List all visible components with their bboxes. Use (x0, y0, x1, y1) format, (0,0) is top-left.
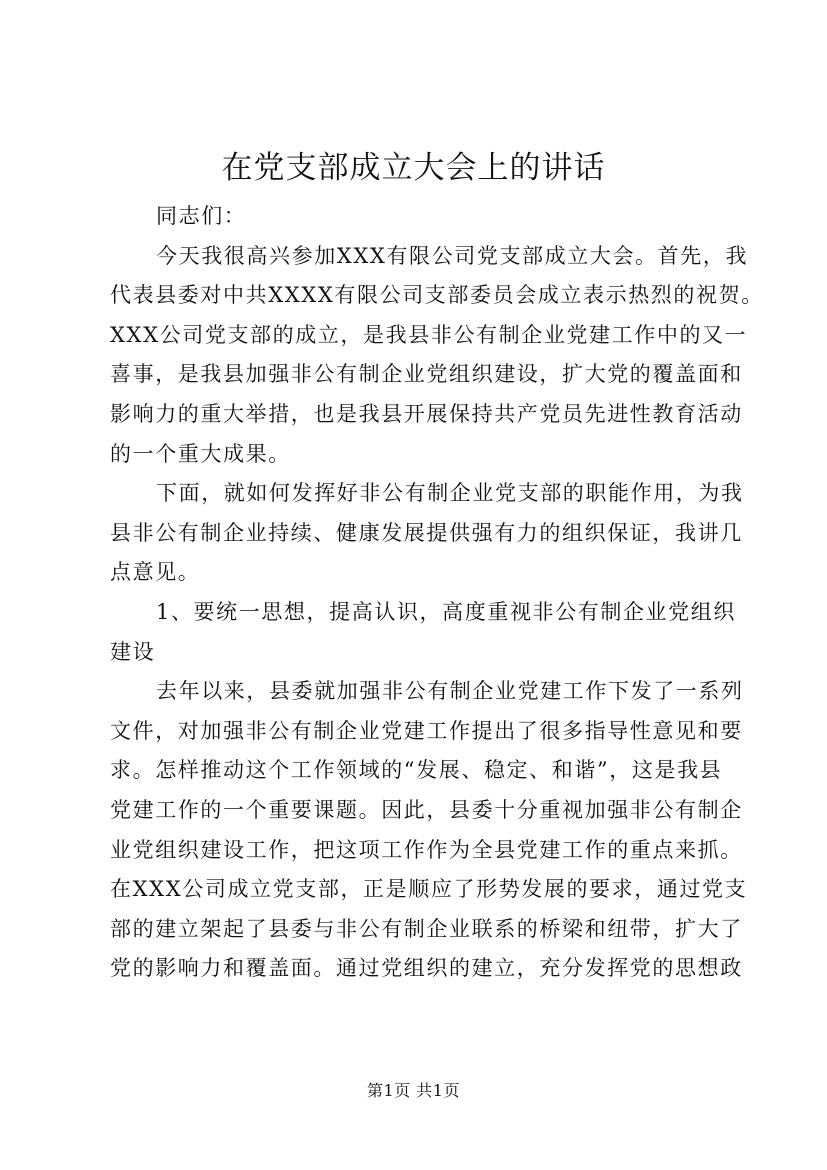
paragraph-line: 的一个重大成果。 (110, 441, 291, 466)
salutation-line: 同志们： (156, 204, 247, 228)
section-heading-line: 建设 (110, 639, 156, 664)
paragraph-line: 下面，就如何发挥好非公有制企业党支部的职能作用，为我 (156, 481, 744, 506)
paragraph-line: 在XXX公司成立党支部，正是顺应了形势发展的要求，通过党支 (110, 877, 748, 902)
paragraph-line: 文件，对加强非公有制企业党建工作提出了很多指导性意见和要 (110, 718, 743, 743)
paragraph-line: 县非公有制企业持续、健康发展提供强有力的组织保证，我讲几 (110, 520, 743, 545)
paragraph-line: 求。怎样推动这个工作领域的“发展、稳定、和谐”，这是我县 (110, 758, 723, 783)
paragraph-line: XXX公司党支部的成立，是我县非公有制企业党建工作中的又一 (110, 322, 748, 347)
paragraph-line: 影响力的重大举措，也是我县开展保持共产党员先进性教育活动 (110, 401, 743, 426)
paragraph-line: 部的建立架起了县委与非公有制企业联系的桥梁和纽带，扩大了 (110, 916, 743, 941)
paragraph-line: 今天我很高兴参加XXX有限公司党支部成立大会。首先，我 (156, 243, 749, 268)
paragraph-line: 党建工作的一个重要课题。因此，县委十分重视加强非公有制企 (110, 797, 743, 822)
paragraph-line: 去年以来，县委就加强非公有制企业党建工作下发了一系列 (156, 679, 744, 704)
paragraph-line: 党的影响力和覆盖面。通过党组织的建立，充分发挥党的思想政 (110, 956, 743, 981)
paragraph-line: 业党组织建设工作，把这项工作作为全县党建工作的重点来抓。 (110, 837, 743, 862)
paragraph-line: 喜事，是我县加强非公有制企业党组织建设，扩大党的覆盖面和 (110, 362, 743, 387)
document-body (110, 197, 764, 989)
paragraph-line: 点意见。 (110, 560, 201, 585)
paragraph-line: 代表县委对中共XXXX有限公司支部委员会成立表示热烈的祝贺。 (110, 283, 764, 308)
page-footer: 第1页 共1页 (367, 1081, 460, 1100)
document-title: 在党支部成立大会上的讲话 (221, 150, 606, 186)
section-heading-line: 1、要统一思想，提高认识，高度重视非公有制企业党组织 (156, 599, 736, 624)
